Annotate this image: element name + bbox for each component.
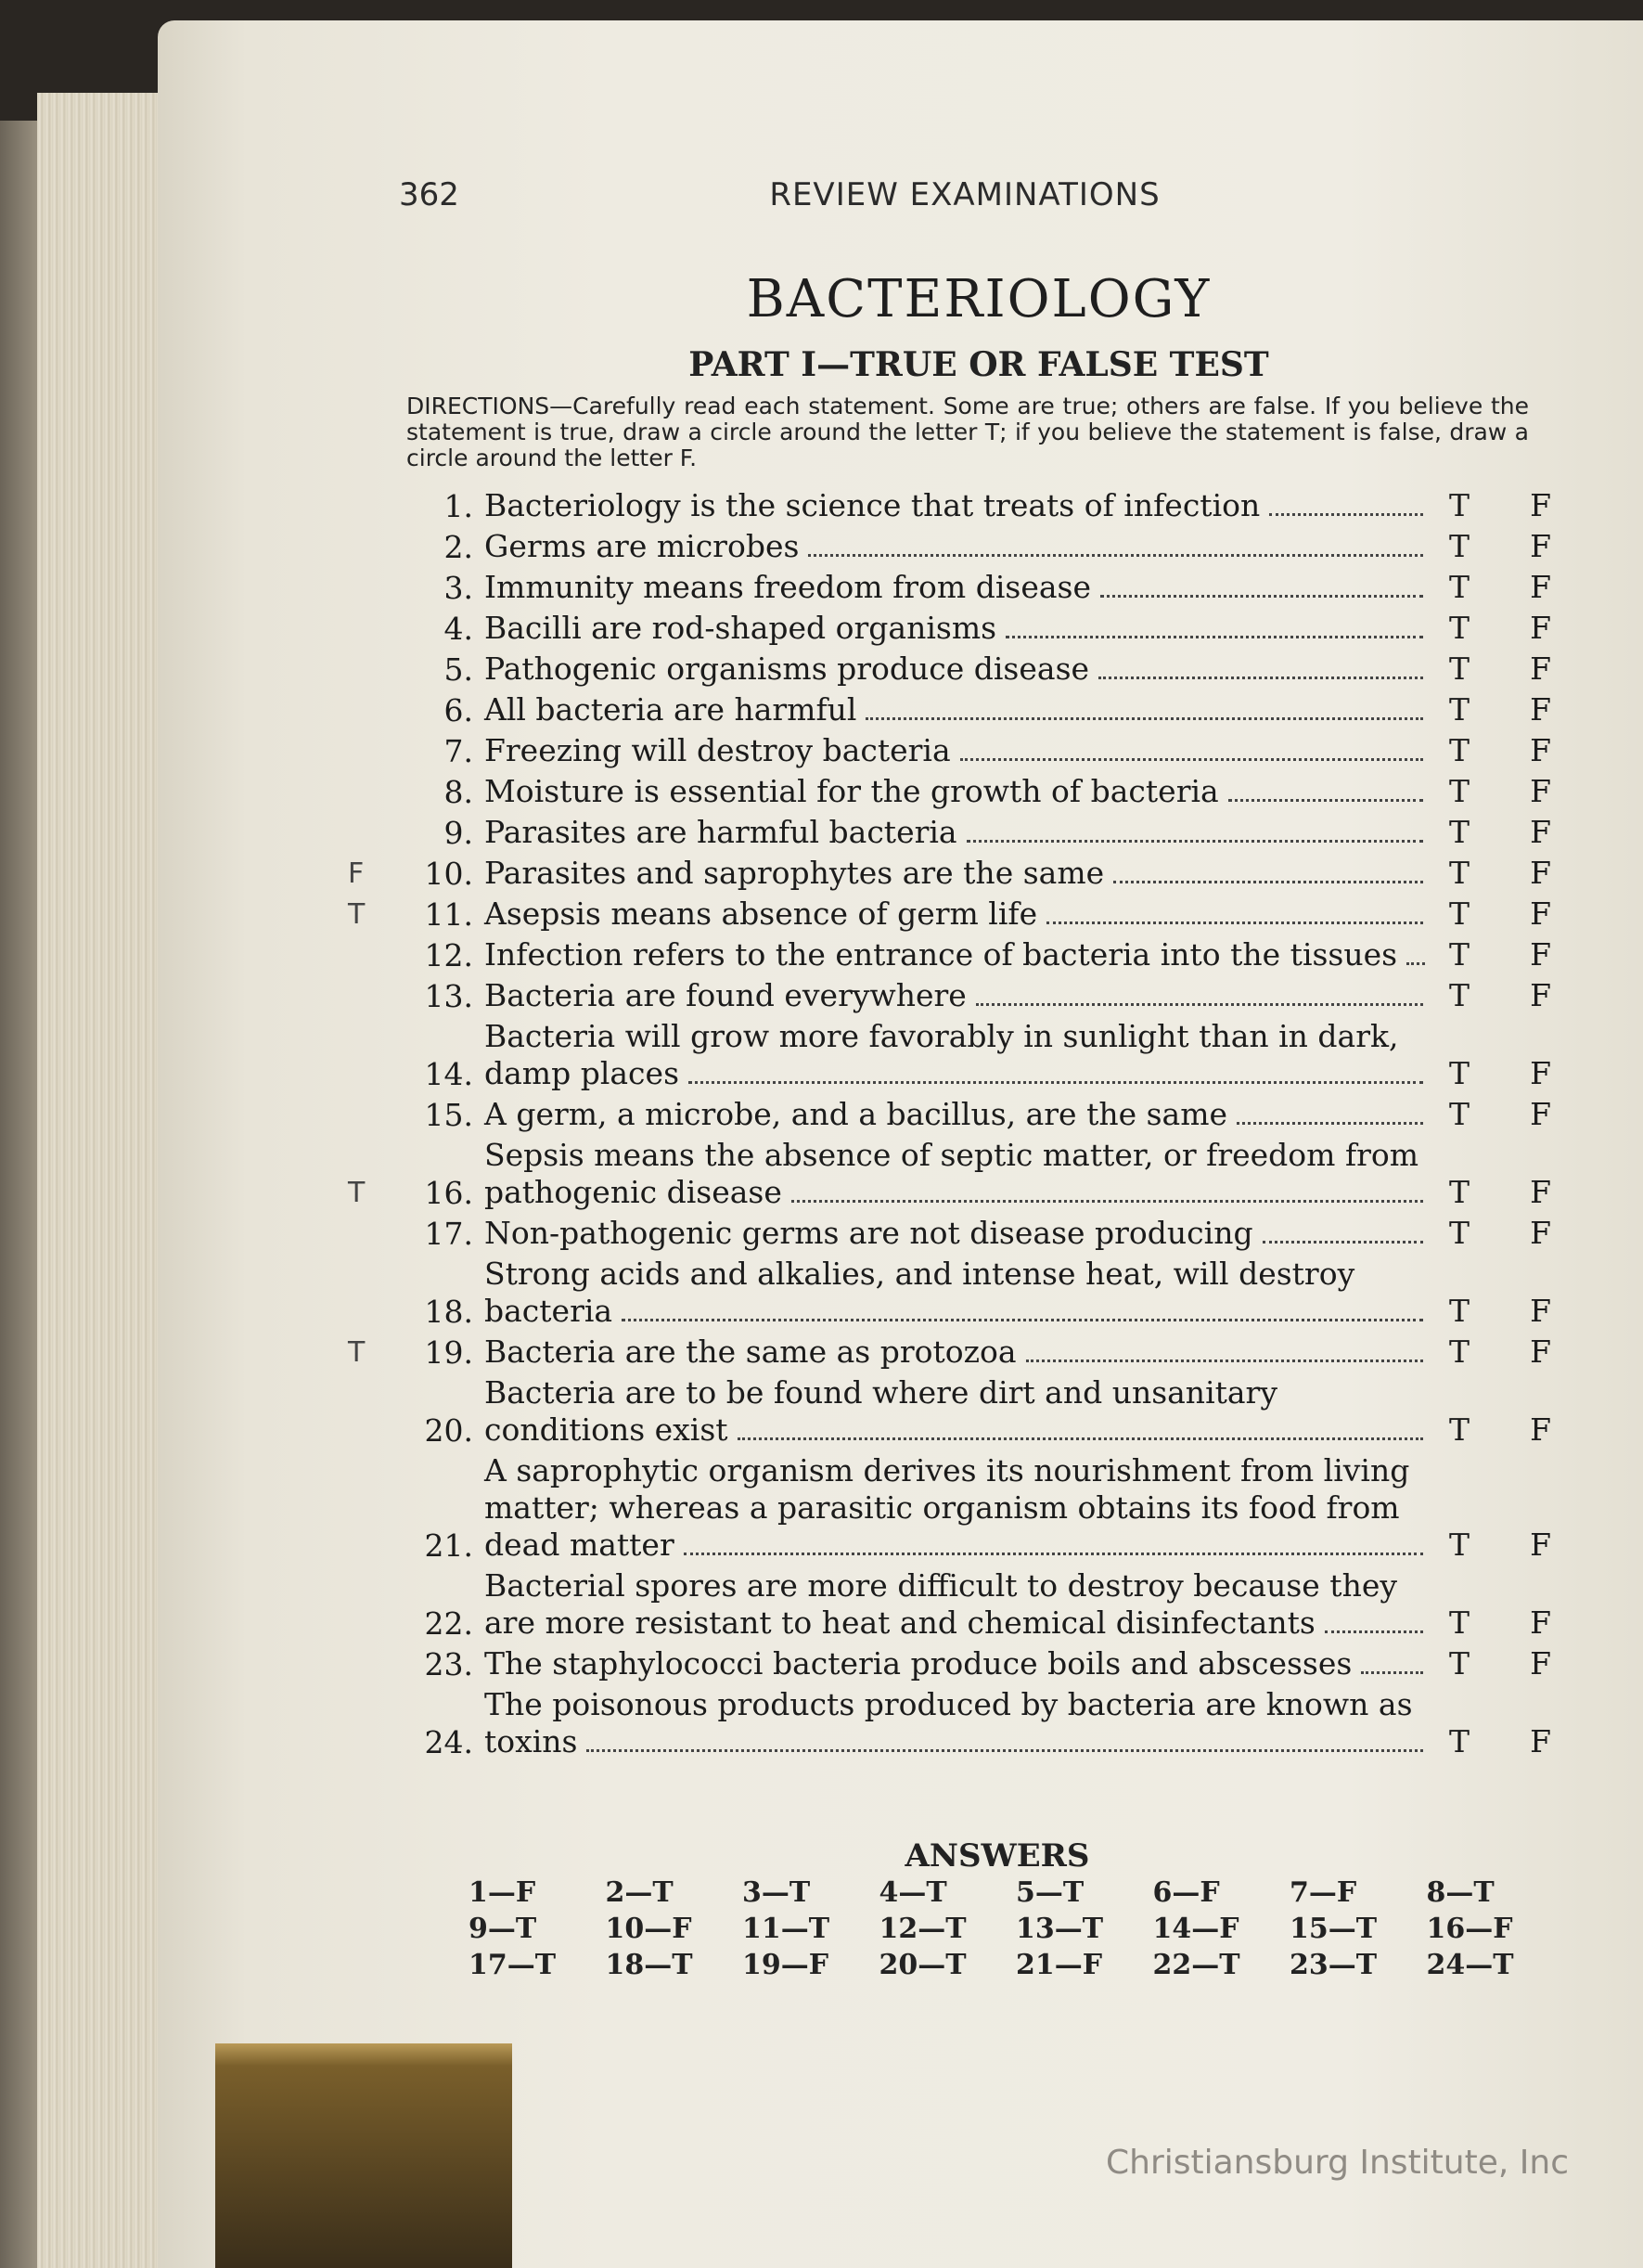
leader-dots [1361,1671,1423,1674]
answer-entry: 13—T [1016,1913,1104,1945]
question-text [484,651,1431,688]
question-item [348,1137,1568,1211]
question-number: 22. [424,1605,473,1642]
true-false-options [1431,487,1551,524]
answer-entry: 21—F [1016,1949,1103,1981]
question-item [399,977,1568,1014]
question-number: 8. [443,774,473,810]
question-number: 13. [424,978,473,1014]
question-text [484,896,1431,933]
question-statement: Bacteriology is the science that treats of infection [484,487,1261,523]
leader-dots [738,1437,1423,1440]
question-number: 7. [443,733,473,769]
true-false-options [1431,936,1551,973]
false-option[interactable]: F [1530,1604,1551,1641]
question-number: 17. [424,1216,473,1252]
answer-entry: 16—F [1426,1913,1513,1945]
question-statement: Bacteria are the same as protozoa [484,1334,1017,1370]
false-option[interactable]: F [1530,569,1551,605]
leader-dots [808,554,1423,557]
question-statement: All bacteria are harmful [484,691,857,728]
margin-pencil-mark: T [348,1177,366,1209]
answer-entry: 5—T [1016,1876,1085,1909]
question-text [484,1334,1431,1371]
false-option[interactable]: F [1530,1174,1551,1210]
false-option[interactable]: F [1530,1411,1551,1448]
answer-entry: 8—T [1426,1876,1495,1909]
section-subtitle: PART I—TRUE OR FALSE TEST [688,345,1269,384]
question-statement: Parasites are harmful bacteria [484,814,957,850]
question-item [399,569,1568,606]
question-statement: Bacilli are rod-shaped organisms [484,610,997,646]
false-option[interactable]: F [1530,1645,1551,1682]
question-statement: Bacteria are to be found where dirt and unsanitary conditions exist [484,1374,1277,1448]
leader-dots [586,1749,1423,1752]
leader-dots [1006,636,1423,638]
question-item [399,1452,1568,1564]
false-option[interactable]: F [1530,936,1551,973]
true-false-options [1431,1411,1551,1449]
true-option[interactable]: T [1449,1334,1470,1370]
false-option[interactable]: F [1530,1055,1551,1091]
question-text [484,936,1431,973]
true-false-options [1431,855,1551,892]
question-item [399,487,1568,524]
question-number: 2. [443,529,473,565]
question-item [399,1567,1568,1642]
true-false-options [1431,732,1551,769]
question-statement: Parasites and saprophytes are the same [484,855,1105,891]
answers-title: ANSWERS [905,1837,1090,1875]
question-statement: The staphylococci bacteria produce boils and abscesses [484,1645,1353,1682]
true-false-options [1431,1527,1551,1564]
answer-entry: 3—T [742,1876,811,1909]
question-text [484,487,1431,524]
answer-entry: 11—T [742,1913,830,1945]
true-option[interactable]: T [1449,1723,1470,1759]
question-text [484,1137,1431,1211]
answer-entry: 15—T [1290,1913,1378,1945]
question-statement: Moisture is essential for the growth of bacteria [484,773,1219,809]
true-option[interactable]: T [1449,1645,1470,1682]
question-statement: Pathogenic organisms produce disease [484,651,1090,687]
question-text [484,814,1431,851]
leader-dots [1237,1122,1423,1125]
question-item [399,773,1568,810]
question-number: 21. [424,1527,473,1564]
question-text [484,773,1431,810]
true-option[interactable]: T [1449,1604,1470,1641]
question-statement: Infection refers to the entrance of bacteria into the tissues [484,936,1398,973]
question-number: 3. [443,570,473,606]
true-option[interactable]: T [1449,732,1470,768]
false-option[interactable]: F [1530,896,1551,932]
question-item [399,1645,1568,1682]
answer-key [469,1876,1563,1981]
true-option[interactable]: T [1449,610,1470,646]
answer-entry: 20—T [879,1949,967,1981]
question-item [399,1686,1568,1760]
question-text [484,1645,1431,1682]
question-text [484,732,1431,769]
true-option[interactable]: T [1449,1293,1470,1329]
true-false-options [1431,896,1551,933]
true-option[interactable]: T [1449,651,1470,687]
true-false-options [1431,977,1551,1014]
true-false-options [1431,651,1551,688]
true-false-options [1431,569,1551,606]
page-number: 362 [399,176,459,213]
directions-text: DIRECTIONS—Carefully read each statement. Some are true; others are false. If you believe the statement is true, draw a circle around the letter T; if you believe the statement is false, draw a circle around the letter F. [406,393,1529,471]
question-number: 12. [424,937,473,973]
question-statement: Sepsis means the absence of septic matter, or freedom from pathogenic disease [484,1137,1419,1210]
question-statement: Strong acids and alkalies, and intense heat, will destroy bacteria [484,1256,1355,1329]
question-item [399,732,1568,769]
running-head: REVIEW EXAMINATIONS [769,176,1161,213]
question-number: 19. [424,1334,473,1371]
answer-entry: 4—T [879,1876,947,1909]
question-text [484,1018,1431,1092]
true-false-options [1431,1604,1551,1642]
false-option[interactable]: F [1530,732,1551,768]
question-text [484,1215,1431,1252]
answer-entry: 10—F [605,1913,692,1945]
question-item [399,814,1568,851]
margin-pencil-mark: T [348,898,366,931]
question-number: 1. [443,488,473,524]
true-option[interactable]: T [1449,814,1470,850]
leader-dots [1269,513,1423,516]
true-option[interactable]: T [1449,1215,1470,1251]
true-option[interactable]: T [1449,896,1470,932]
answer-entry: 23—T [1290,1949,1378,1981]
answer-entry: 7—F [1290,1876,1357,1909]
true-false-options [1431,1334,1551,1371]
question-item [348,896,1568,933]
question-number: 9. [443,815,473,851]
leader-dots [684,1553,1423,1555]
question-number: 11. [424,896,473,933]
leader-dots [1113,881,1423,883]
true-false-options [1431,814,1551,851]
answer-entry: 1—F [469,1876,536,1909]
question-statement: A germ, a microbe, and a bacillus, are the same [484,1096,1228,1132]
leader-dots [976,1003,1423,1006]
question-number: 16. [424,1175,473,1211]
leader-dots [791,1200,1423,1203]
true-option[interactable]: T [1449,855,1470,891]
false-option[interactable]: F [1530,1334,1551,1370]
question-number: 15. [424,1097,473,1133]
question-text [484,1256,1431,1330]
question-number: 20. [424,1412,473,1449]
true-false-options [1431,610,1551,647]
margin-pencil-mark: F [348,857,365,890]
question-text [484,610,1431,647]
answer-entry: 14—F [1152,1913,1239,1945]
question-item [399,936,1568,973]
question-text [484,1452,1431,1564]
question-statement: Freezing will destroy bacteria [484,732,951,768]
question-item [399,1096,1568,1133]
leader-dots [1098,677,1423,679]
question-item [399,528,1568,565]
false-option[interactable]: F [1530,977,1551,1013]
false-option[interactable]: F [1530,814,1551,850]
question-item [348,1334,1568,1371]
true-option[interactable]: T [1449,487,1470,523]
false-option[interactable]: F [1530,651,1551,687]
leader-dots [1046,921,1423,924]
question-number: 14. [424,1056,473,1092]
margin-pencil-mark: T [348,1336,366,1369]
question-statement: Bacterial spores are more difficult to destroy because they are more resistant to heat and chemical disinfectants [484,1567,1397,1641]
leader-dots [1325,1630,1423,1633]
true-false-options [1431,1096,1551,1133]
leader-dots [960,758,1423,761]
leader-dots [688,1081,1423,1084]
false-option[interactable]: F [1530,773,1551,809]
false-option[interactable]: F [1530,528,1551,564]
leader-dots [1228,799,1423,802]
question-item [399,1256,1568,1330]
false-option[interactable]: F [1530,1293,1551,1329]
false-option[interactable]: F [1530,1096,1551,1132]
question-text [484,1374,1431,1449]
true-option[interactable]: T [1449,1055,1470,1091]
bookmark-tab [215,2043,512,2268]
question-text [484,569,1431,606]
page-title: BACTERIOLOGY [746,269,1212,329]
answer-entry: 6—F [1152,1876,1220,1909]
true-option[interactable]: T [1449,1096,1470,1132]
question-text [484,855,1431,892]
true-option[interactable]: T [1449,773,1470,809]
question-statement: The poisonous products produced by bacteria are known as toxins [484,1686,1413,1759]
true-option[interactable]: T [1449,528,1470,564]
true-false-options [1431,1723,1551,1760]
question-number: 10. [424,856,473,892]
question-text [484,528,1431,565]
question-statement: A saprophytic organism derives its nourishment from living matter; whereas a parasitic organism obtains its food from dead matter [484,1452,1410,1563]
leader-dots [1406,962,1425,965]
false-option[interactable]: F [1530,1527,1551,1563]
question-text [484,691,1431,728]
true-false-options [1431,1174,1551,1211]
true-option[interactable]: T [1449,977,1470,1013]
answer-entry: 19—F [742,1949,829,1981]
question-number: 18. [424,1294,473,1330]
answer-entry: 9—T [469,1913,537,1945]
false-option[interactable]: F [1530,1723,1551,1759]
question-number: 6. [443,692,473,728]
question-item [399,691,1568,728]
false-option[interactable]: F [1530,855,1551,891]
question-text [484,1096,1431,1133]
leader-dots [967,840,1423,843]
true-false-options [1431,1293,1551,1330]
leader-dots [1263,1241,1423,1244]
leader-dots [866,717,1423,720]
question-item [399,610,1568,647]
question-statement: Bacteria are found everywhere [484,977,967,1013]
answer-entry: 12—T [879,1913,967,1945]
true-option[interactable]: T [1449,936,1470,973]
question-item [399,1018,1568,1092]
false-option[interactable]: F [1530,610,1551,646]
true-false-options [1431,1215,1551,1252]
question-text [484,1686,1431,1760]
true-option[interactable]: T [1449,1411,1470,1448]
false-option[interactable]: F [1530,487,1551,523]
question-statement: Germs are microbes [484,528,800,564]
question-statement: Asepsis means absence of germ life [484,896,1038,932]
question-list [348,487,1568,1764]
true-option[interactable]: T [1449,1174,1470,1210]
question-item [348,855,1568,892]
watermark: Christiansburg Institute, Inc [1105,2144,1569,2182]
answer-entry: 22—T [1152,1949,1240,1981]
answer-entry: 17—T [469,1949,557,1981]
question-number: 24. [424,1724,473,1760]
false-option[interactable]: F [1530,1215,1551,1251]
question-number: 4. [443,611,473,647]
question-number: 23. [424,1646,473,1682]
question-item [399,1374,1568,1449]
true-false-options [1431,773,1551,810]
true-option[interactable]: T [1449,569,1470,605]
true-false-options [1431,691,1551,728]
leader-dots [622,1319,1423,1321]
question-text [484,1567,1431,1642]
question-item [399,651,1568,688]
leader-dots [1100,595,1423,598]
true-option[interactable]: T [1449,691,1470,728]
true-false-options [1431,1645,1551,1682]
question-statement: Non-pathogenic germs are not disease producing [484,1215,1253,1251]
question-statement: Bacteria will grow more favorably in sunlight than in dark, damp places [484,1018,1399,1091]
true-false-options [1431,1055,1551,1092]
answer-entry: 24—T [1426,1949,1514,1981]
question-text [484,977,1431,1014]
question-statement: Immunity means freedom from disease [484,569,1091,605]
question-item [399,1215,1568,1252]
true-false-options [1431,528,1551,565]
answer-entry: 18—T [605,1949,693,1981]
page-header [399,176,1531,223]
leader-dots [1026,1360,1423,1362]
false-option[interactable]: F [1530,691,1551,728]
true-option[interactable]: T [1449,1527,1470,1563]
question-number: 5. [443,651,473,688]
answer-entry: 2—T [605,1876,674,1909]
